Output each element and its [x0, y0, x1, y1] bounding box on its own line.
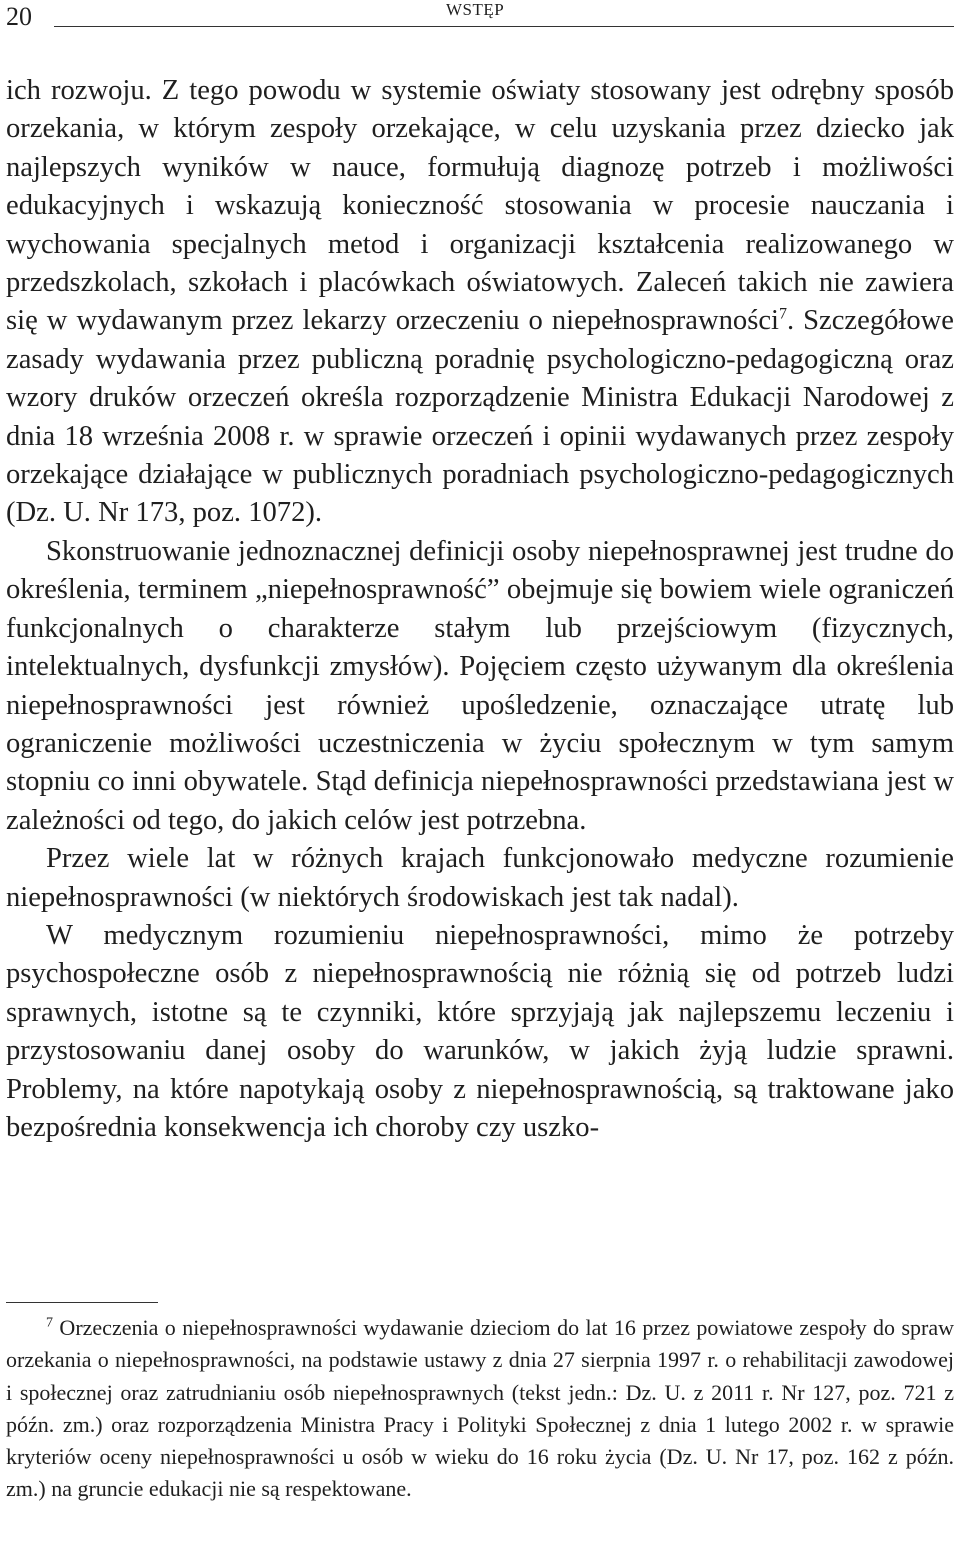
paragraph-1-text: ich rozwoju. Z tego powodu w systemie oświaty stosowany jest odrębny sposób orzekania, w którym zespoły orzekające, w celu uzyskania przez dziecko jak najlepszych wyników w nauce, formułują diagnozę potrzeb i możliwości edukacyjnych i wskazują konieczność stosowania w procesie nauczania i wychowania specjalnych metod i organizacji kształcenia realizowanego w przedszkolach, szkołach i placówkach oświatowych. Zaleceń takich nie zawiera się w wydawanym przez lekarzy orzeczeniu o niepełnosprawności [6, 75, 954, 337]
footnote-marker: 7 [46, 1315, 53, 1331]
header-rule [54, 26, 954, 27]
running-head [6, 0, 954, 34]
footnote-7 [6, 1312, 954, 1506]
paragraph-4: W medycznym rozumieniu niepełnosprawności, mimo że potrzeby psychospołeczne osób z niepełnosprawnością nie różnią się od potrzeb ludzi sprawnych, istotne są te czynniki, które sprzyjają jak najlepszemu leczeniu i przystosowaniu danej osoby do warunków, w jakich żyją ludzie sprawni. Problemy, na które napotykają osoby z niepełnosprawnością, są traktowane jako bezpośrednia konsekwencja ich choroby czy uszko- [6, 919, 954, 1143]
paragraph-2: Skonstruowanie jednoznacznej definicji osoby niepełnosprawnej jest trudne do określenia, terminem „niepełnosprawność” obejmuje się bowiem wiele ograniczeń funkcjonalnych o charakterze stałym lub przejściowym (fizycznych, intelektualnych, dysfunkcji zmysłów). Pojęciem często używanym dla określenia niepełnosprawności jest również upośledzenie, oznaczające utratę lub ograniczenie możliwości uczestniczenia w życiu społecznym w tym samym stopniu co inni obywatele. Stąd definicja niepełnosprawności przedstawiana jest w zależności od tego, do jakich celów jest potrzebna. [6, 535, 954, 836]
paragraph-1-continuation: . Szczegółowe zasady wydawania przez publiczną poradnię psychologiczno-pedagogiczną oraz wzory druków orzeczeń określa rozporządzenie Ministra Edukacji Narodowej z dnia 18 września 2008 r. w sprawie orzeczeń i opinii wydawanych przez zespoły orzekające działające w publicznych poradniach psychologiczno-pedagogicznych (Dz. U. Nr 173, poz. 1072). [6, 305, 954, 529]
footnote-text: Orzeczenia o niepełnosprawności wydawanie dzieciom do lat 16 przez powiatowe zespoły do spraw orzekania o niepełnosprawności, na podstawie ustawy z dnia 27 sierpnia 1997 r. o rehabilitacji zawodowej i społecznej oraz zatrudnianiu osób niepełnosprawnych (tekst jedn.: Dz. U. z 2011 r. Nr 127, poz. 721 z późn. zm.) oraz rozporządzenia Ministra Pracy i Polityki Społecznej z dnia 1 lutego 2002 r. w sprawie kryteriów oceny niepełnosprawności u osób w wieku do 16 roku życia (Dz. U. Nr 17, poz. 162 z późn. zm.) na gruncie edukacji nie są respektowane. [6, 1315, 954, 1502]
body-text [6, 72, 954, 1147]
section-title: WSTĘP [446, 0, 505, 19]
paragraph-1 [6, 72, 954, 533]
page-number: 20 [6, 2, 32, 31]
footnote-reference: 7 [778, 305, 787, 323]
footnote-separator [6, 1302, 158, 1303]
paragraph-3: Przez wiele lat w różnych krajach funkcjonowało medyczne rozumienie niepełnosprawności (w niektórych środowiskach jest tak nadal). [6, 843, 954, 913]
